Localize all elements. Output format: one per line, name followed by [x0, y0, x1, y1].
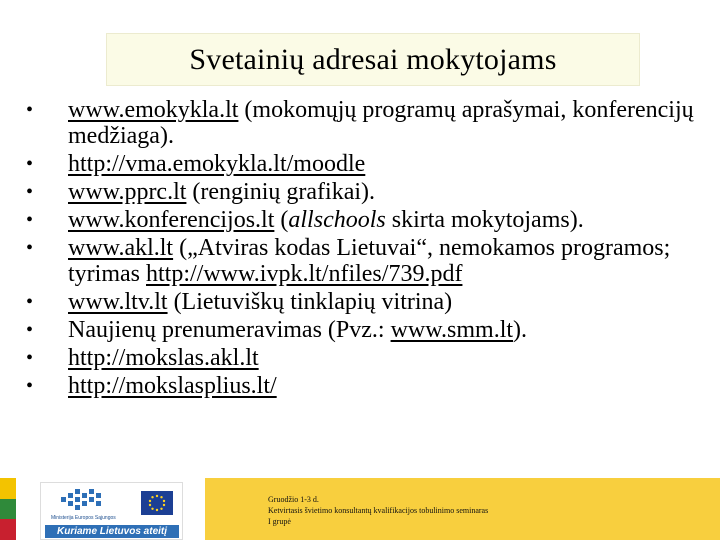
list-item — [26, 317, 706, 343]
bullet-list — [26, 97, 706, 401]
link-mokslas-akl[interactable]: http://mokslas.akl.lt — [68, 345, 259, 371]
link-mokslasplius[interactable]: http://mokslasplius.lt/ — [68, 373, 277, 399]
footer-seminar: Ketvirtasis švietimo konsultantų kvalifikacijos tobulinimo seminaras — [268, 506, 489, 515]
item-text: („Atviras kodas Lietuvai“, nemokamos programos; tyrimas — [68, 235, 671, 287]
link-smm[interactable]: www.smm.lt — [390, 317, 514, 343]
link-ltv[interactable]: www.ltv.lt — [68, 289, 168, 315]
link-emokykla[interactable]: www.emokykla.lt — [68, 97, 239, 123]
bullet-marker: • — [26, 347, 34, 369]
sponsor-logo — [40, 482, 183, 540]
item-italic: allschools — [288, 207, 386, 233]
stripe-red — [0, 519, 16, 540]
bullet-marker: • — [26, 291, 34, 313]
item-text: (renginių grafikai). — [186, 179, 376, 205]
bullet-marker: • — [26, 375, 34, 397]
bullet-marker: • — [26, 209, 34, 231]
title-box — [106, 33, 640, 86]
list-item — [26, 179, 706, 205]
link-konferencijos[interactable]: www.konferencijos.lt — [68, 207, 275, 233]
item-text: skirta mokytojams). — [385, 207, 584, 233]
eu-flag-icon — [141, 491, 173, 515]
ministry-grid-icon — [61, 489, 105, 515]
link-vma-moodle[interactable]: http://vma.emokykla.lt/moodle — [68, 151, 366, 177]
item-text: ( — [274, 207, 289, 233]
footer-date: Gruodžio 1-3 d. — [268, 495, 319, 504]
flag-stripes — [0, 478, 16, 540]
link-pprc[interactable]: www.pprc.lt — [68, 179, 187, 205]
logo-slogan: Kuriame Lietuvos ateitį — [45, 525, 179, 538]
bullet-marker: • — [26, 319, 34, 341]
list-item — [26, 289, 706, 315]
page-title: Svetainių adresai mokytojams — [189, 42, 557, 76]
bullet-marker: • — [26, 153, 34, 175]
list-item — [26, 373, 706, 399]
footer-text — [268, 494, 488, 527]
item-text: (mokomųjų programų aprašymai, konferencijų medžiaga). — [68, 97, 694, 149]
footer-group: I grupė — [268, 517, 291, 526]
item-text: (Lietuviškų tinklapių vitrina) — [167, 289, 453, 315]
item-text: Naujienų prenumeravimas (Pvz.: — [68, 317, 391, 343]
bullet-marker: • — [26, 181, 34, 203]
bullet-marker: • — [26, 99, 34, 121]
list-item — [26, 345, 706, 371]
link-ivpk-pdf[interactable]: http://www.ivpk.lt/nfiles/739.pdf — [146, 261, 463, 287]
list-item — [26, 235, 706, 287]
link-akl[interactable]: www.akl.lt — [68, 235, 174, 261]
logo-small-text: Ministerija Europos Sąjungos — [51, 515, 116, 521]
stripe-green — [0, 499, 16, 520]
list-item — [26, 151, 706, 177]
list-item — [26, 207, 706, 233]
bullet-marker: • — [26, 237, 34, 259]
list-item — [26, 97, 706, 149]
stripe-yellow — [0, 478, 16, 499]
item-text: ). — [513, 317, 528, 343]
